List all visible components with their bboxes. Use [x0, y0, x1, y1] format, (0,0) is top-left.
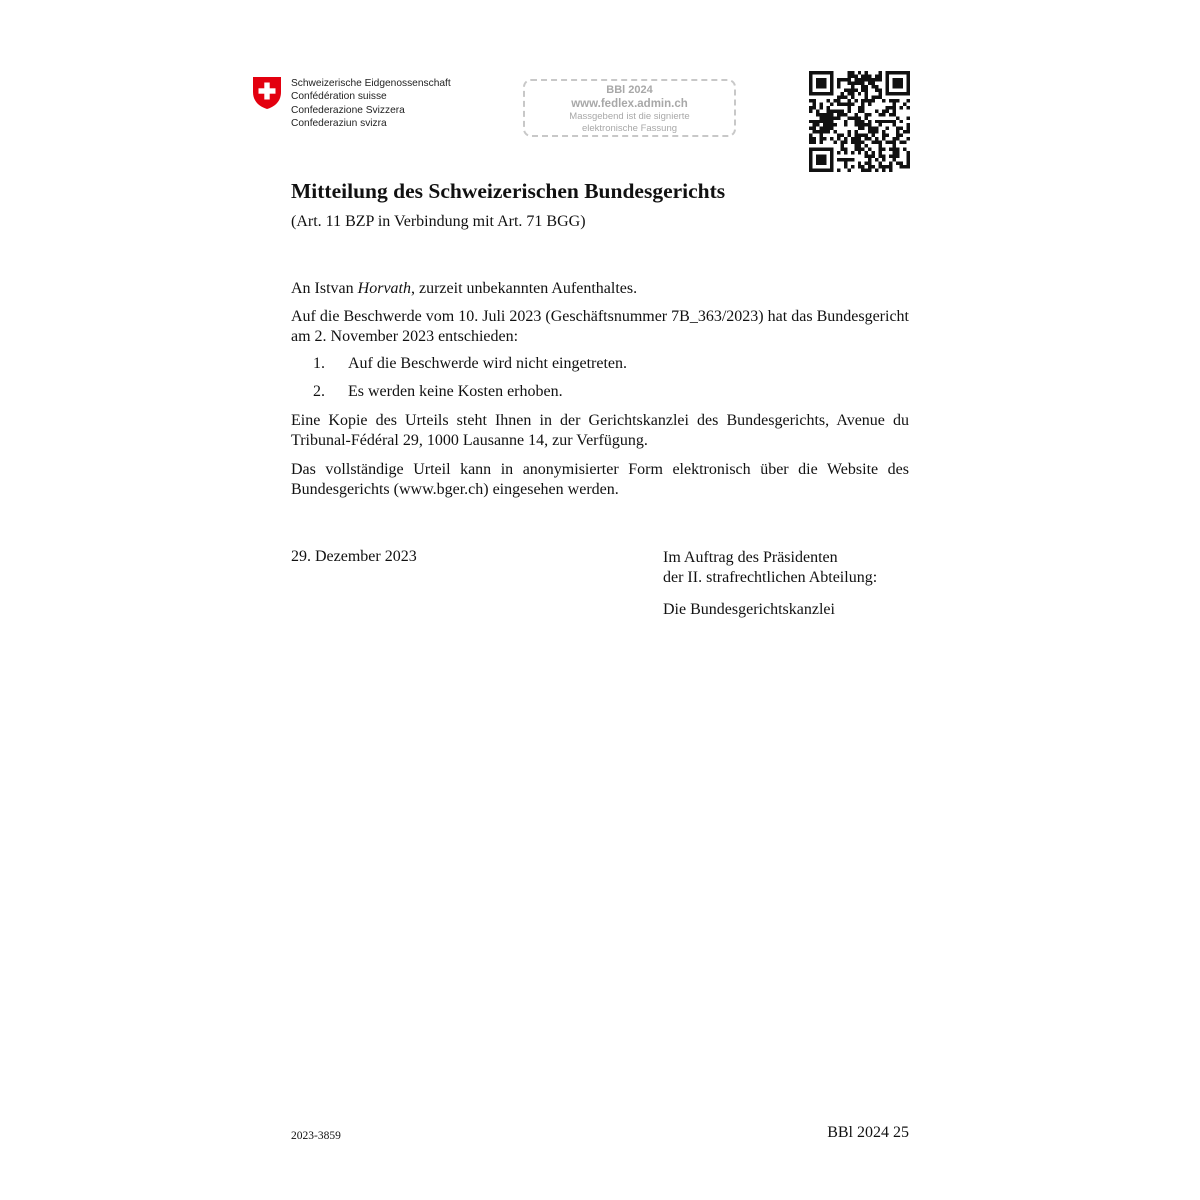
list-item — [313, 355, 627, 373]
addressee-name: Horvath — [357, 280, 411, 297]
copy-paragraph: Eine Kopie des Urteils steht Ihnen in der Gerichtskanzlei des Bundesgerichts, Avenue du Tribunal-Fédéral 29, 1000 Lausanne 14, zur Verfügung. — [291, 412, 909, 449]
stamp-note-line2: elektronische Fassung — [581, 122, 678, 134]
addressee-prefix: An Istvan — [291, 280, 358, 297]
website-paragraph: Das vollständige Urteil kann in anonymisierter Form elektronisch über die Website des Bundesgerichts (www.bger.ch) eingesehen werden. — [291, 461, 909, 498]
signature-line-2: der II. strafrechtlichen Abteilung: — [663, 569, 878, 586]
addressee-suffix: , zurzeit unbekannten Aufenthaltes. — [410, 280, 638, 297]
confederation-names — [291, 77, 451, 131]
footer-reference: 2023-3859 — [291, 1130, 341, 1142]
stamp-publication: BBl 2024 — [606, 84, 653, 96]
confederation-name-rm: Confederaziun svizra — [291, 118, 387, 130]
list-item-text: Auf die Beschwerde wird nicht eingetreten. — [348, 355, 628, 372]
decision-paragraph: Auf die Beschwerde vom 10. Juli 2023 (Geschäftsnummer 7B_363/2023) hat das Bundesgericht am 2. November 2023 entschieden: — [291, 308, 909, 345]
addressee-line — [291, 279, 909, 299]
confederation-name-de: Schweizerische Eidgenossenschaft — [291, 78, 451, 89]
signature-organisation: Die Bundesgerichtskanzlei — [663, 601, 835, 618]
confederation-name-it: Confederazione Svizzera — [291, 104, 405, 116]
fedlex-stamp — [523, 79, 736, 137]
swiss-coat-of-arms-icon — [252, 76, 282, 110]
document-subtitle: (Art. 11 BZP in Verbindung mit Art. 71 BGG) — [291, 213, 586, 230]
list-item-number: 2. — [313, 383, 325, 400]
footer-page-reference: BBl 2024 25 — [827, 1124, 909, 1141]
stamp-url: www.fedlex.admin.ch — [571, 98, 688, 110]
stamp-note-line1: Massgebend ist die signierte — [569, 111, 690, 122]
document-title: Mitteilung des Schweizerischen Bundesgerichts — [291, 179, 726, 203]
signature-block — [663, 548, 877, 620]
list-item — [313, 383, 563, 401]
list-item-text: Es werden keine Kosten erhoben. — [348, 383, 563, 400]
confederation-name-fr: Confédération suisse — [291, 91, 387, 103]
list-item-number: 1. — [313, 355, 325, 372]
qr-code-icon — [809, 71, 910, 172]
document-date: 29. Dezember 2023 — [291, 548, 417, 565]
signature-line-1: Im Auftrag des Präsidenten — [663, 549, 838, 566]
